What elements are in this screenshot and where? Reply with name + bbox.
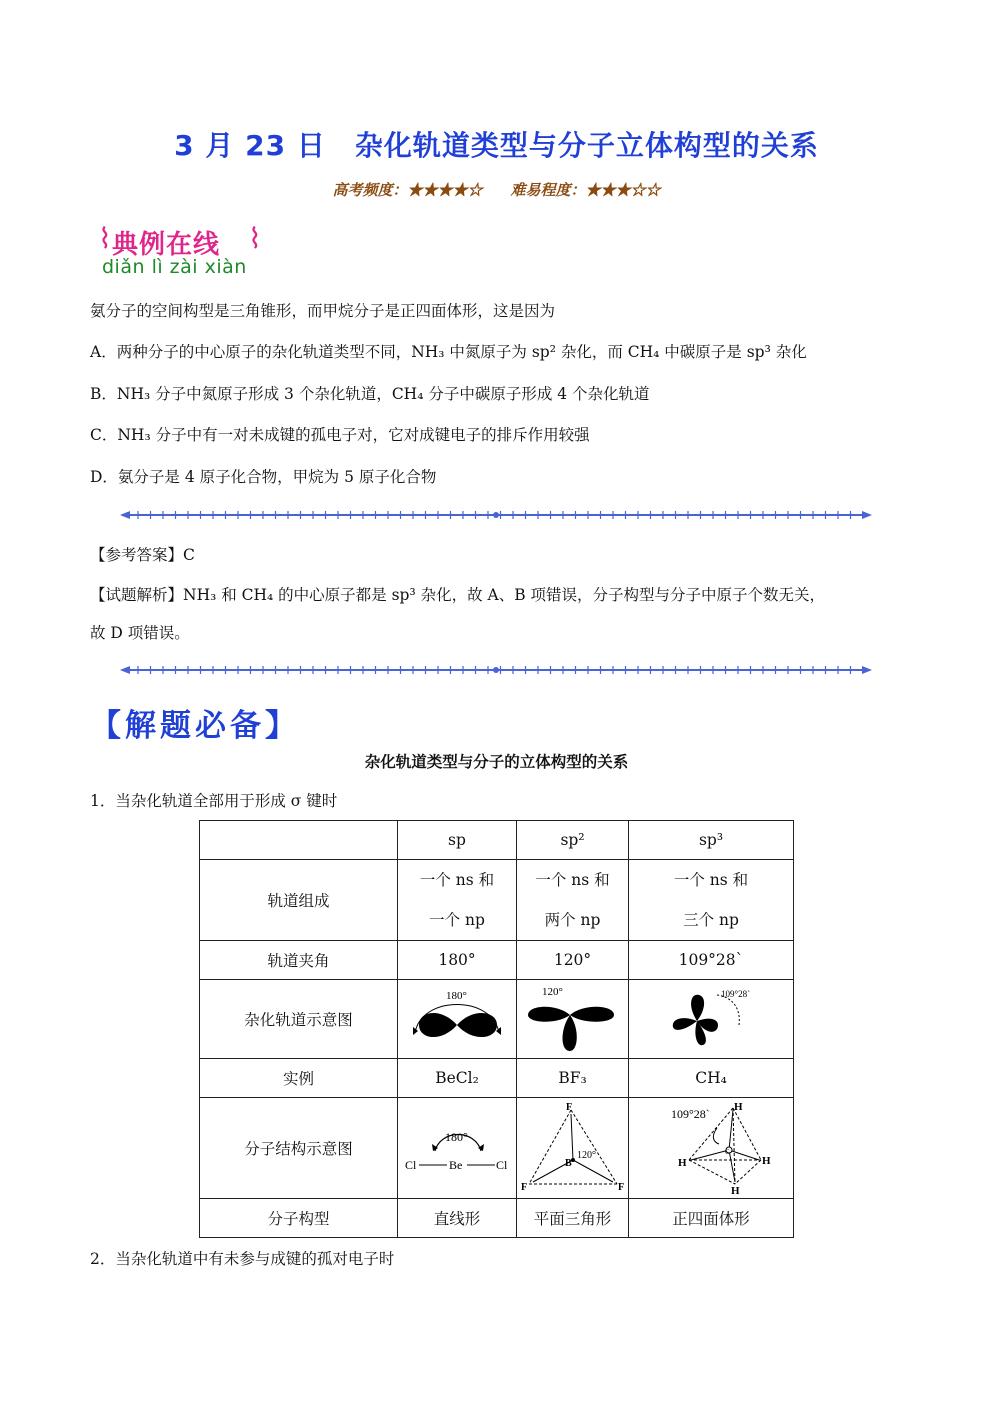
bf3-angle-label: 120° xyxy=(576,1150,596,1161)
becl2-cl-label: Cl xyxy=(496,1158,508,1172)
table-cell xyxy=(517,860,629,941)
ch4-h-label: H xyxy=(678,1157,687,1169)
frequency-label: 高考频度： xyxy=(332,181,408,199)
col-header: sp xyxy=(398,821,517,860)
cell-text: 三个 np xyxy=(683,911,739,929)
page-title: 3 月 23 日 杂化轨道类型与分子立体构型的关系 xyxy=(174,129,819,162)
flourish-left-icon: ⌇ xyxy=(98,222,112,255)
difficulty-stars: ★★★☆☆ xyxy=(585,181,661,199)
flourish-right-icon: ⌇ xyxy=(248,222,262,255)
becl2-be-label: Be xyxy=(449,1158,463,1172)
divider-ruler xyxy=(120,663,872,677)
row-label: 分子结构示意图 xyxy=(200,1098,398,1199)
col-header: sp³ xyxy=(629,821,794,860)
option-b: B．NH₃ 分子中氮原子形成 3 个杂化轨道，CH₄ 分子中碳原子形成 4 个杂化轨道 xyxy=(90,385,650,403)
table-cell xyxy=(398,980,517,1059)
table-cell xyxy=(398,860,517,941)
table-row xyxy=(200,1059,794,1098)
cell-text: 一个 ns 和 xyxy=(673,871,749,889)
point-2: 2．当杂化轨道中有未参与成键的孤对电子时 xyxy=(90,1250,395,1268)
table-corner xyxy=(200,821,398,860)
bf3-f-label: F xyxy=(565,1102,572,1113)
bf3-structure-diagram xyxy=(519,1100,627,1192)
col-header: sp² xyxy=(517,821,629,860)
bf3-f-label: F xyxy=(520,1182,527,1192)
ch4-structure-diagram xyxy=(641,1098,781,1194)
table-cell: 109°28` xyxy=(629,941,794,980)
table-row xyxy=(200,980,794,1059)
becl2-cl-label: Cl xyxy=(405,1158,417,1172)
table-cell xyxy=(398,1098,517,1199)
hybridization-table xyxy=(199,820,794,1238)
row-label: 轨道组成 xyxy=(200,860,398,941)
analysis-line-2: 故 D 项错误。 xyxy=(90,624,190,642)
table-row xyxy=(200,1199,794,1238)
logo-chinese: 典例在线 xyxy=(112,230,221,260)
row-label: 分子构型 xyxy=(200,1199,398,1238)
option-c: C．NH₃ 分子中有一对未成键的孤电子对，它对成键电子的排斥作用较强 xyxy=(90,426,590,444)
question-stem: 氨分子的空间构型是三角锥形，而甲烷分子是正四面体形，这是因为 xyxy=(90,302,556,320)
table-cell: 180° xyxy=(398,941,517,980)
table-row xyxy=(200,1098,794,1199)
sp-angle-label: 180° xyxy=(446,990,467,1002)
logo-pinyin: diǎn lì zài xiàn xyxy=(102,256,247,278)
sp-orbital-diagram xyxy=(401,981,513,1053)
cell-text: 两个 np xyxy=(544,911,601,929)
example-logo xyxy=(98,222,268,284)
table-row xyxy=(200,860,794,941)
table-cell: 正四面体形 xyxy=(629,1199,794,1238)
bf3-b-label: B xyxy=(564,1158,572,1169)
row-label: 杂化轨道示意图 xyxy=(200,980,398,1059)
section-heading: 【解题必备】 xyxy=(90,708,300,744)
table-cell: 120° xyxy=(517,941,629,980)
difficulty-line xyxy=(0,179,993,200)
difficulty-label: 难易程度： xyxy=(510,181,586,199)
table-cell xyxy=(629,1098,794,1199)
table-cell xyxy=(517,980,629,1059)
ch4-h-label: H xyxy=(762,1155,771,1167)
table-row xyxy=(200,941,794,980)
ch4-h-label: H xyxy=(731,1185,740,1194)
row-label: 轨道夹角 xyxy=(200,941,398,980)
table-title: 杂化轨道类型与分子的立体构型的关系 xyxy=(364,752,629,771)
sp3-angle-label: 109°28` xyxy=(721,989,751,999)
row-label: 实例 xyxy=(200,1059,398,1098)
ch4-h-label: H xyxy=(734,1101,743,1113)
becl2-angle-label: 180° xyxy=(445,1130,468,1144)
sp3-orbital-diagram xyxy=(641,981,781,1053)
table-cell xyxy=(629,860,794,941)
ch4-c-label: C xyxy=(725,1148,730,1156)
cell-text: 一个 np xyxy=(429,911,485,929)
answer-label: 【参考答案】C xyxy=(90,546,195,564)
sp2-angle-label: 120° xyxy=(541,986,563,998)
table-cell: BeCl₂ xyxy=(398,1059,517,1098)
bf3-f-label: F xyxy=(617,1182,624,1192)
option-a: A．两种分子的中心原子的杂化轨道类型不同，NH₃ 中氮原子为 sp² 杂化，而 CH₄ 中碳原子是 sp³ 杂化 xyxy=(90,343,807,361)
frequency-stars: ★★★★☆ xyxy=(407,181,483,199)
point-1: 1．当杂化轨道全部用于形成 σ 键时 xyxy=(90,792,338,810)
ch4-angle-label: 109°28` xyxy=(671,1107,710,1121)
sp2-orbital-diagram xyxy=(520,981,626,1053)
table-cell xyxy=(629,980,794,1059)
table-row xyxy=(200,821,794,860)
table-cell: BF₃ xyxy=(517,1059,629,1098)
becl2-structure-diagram xyxy=(399,1101,515,1191)
cell-text: 一个 ns 和 xyxy=(535,871,610,889)
table-cell: 平面三角形 xyxy=(517,1199,629,1238)
option-d: D．氨分子是 4 原子化合物，甲烷为 5 原子化合物 xyxy=(90,468,437,486)
table-cell: CH₄ xyxy=(629,1059,794,1098)
table-cell: 直线形 xyxy=(398,1199,517,1238)
cell-text: 一个 ns 和 xyxy=(419,871,495,889)
table-cell xyxy=(517,1098,629,1199)
analysis-line-1: 【试题解析】NH₃ 和 CH₄ 的中心原子都是 sp³ 杂化，故 A、B 项错误，分子构型与分子中原子个数无关， xyxy=(90,586,826,604)
divider-ruler xyxy=(120,508,872,522)
